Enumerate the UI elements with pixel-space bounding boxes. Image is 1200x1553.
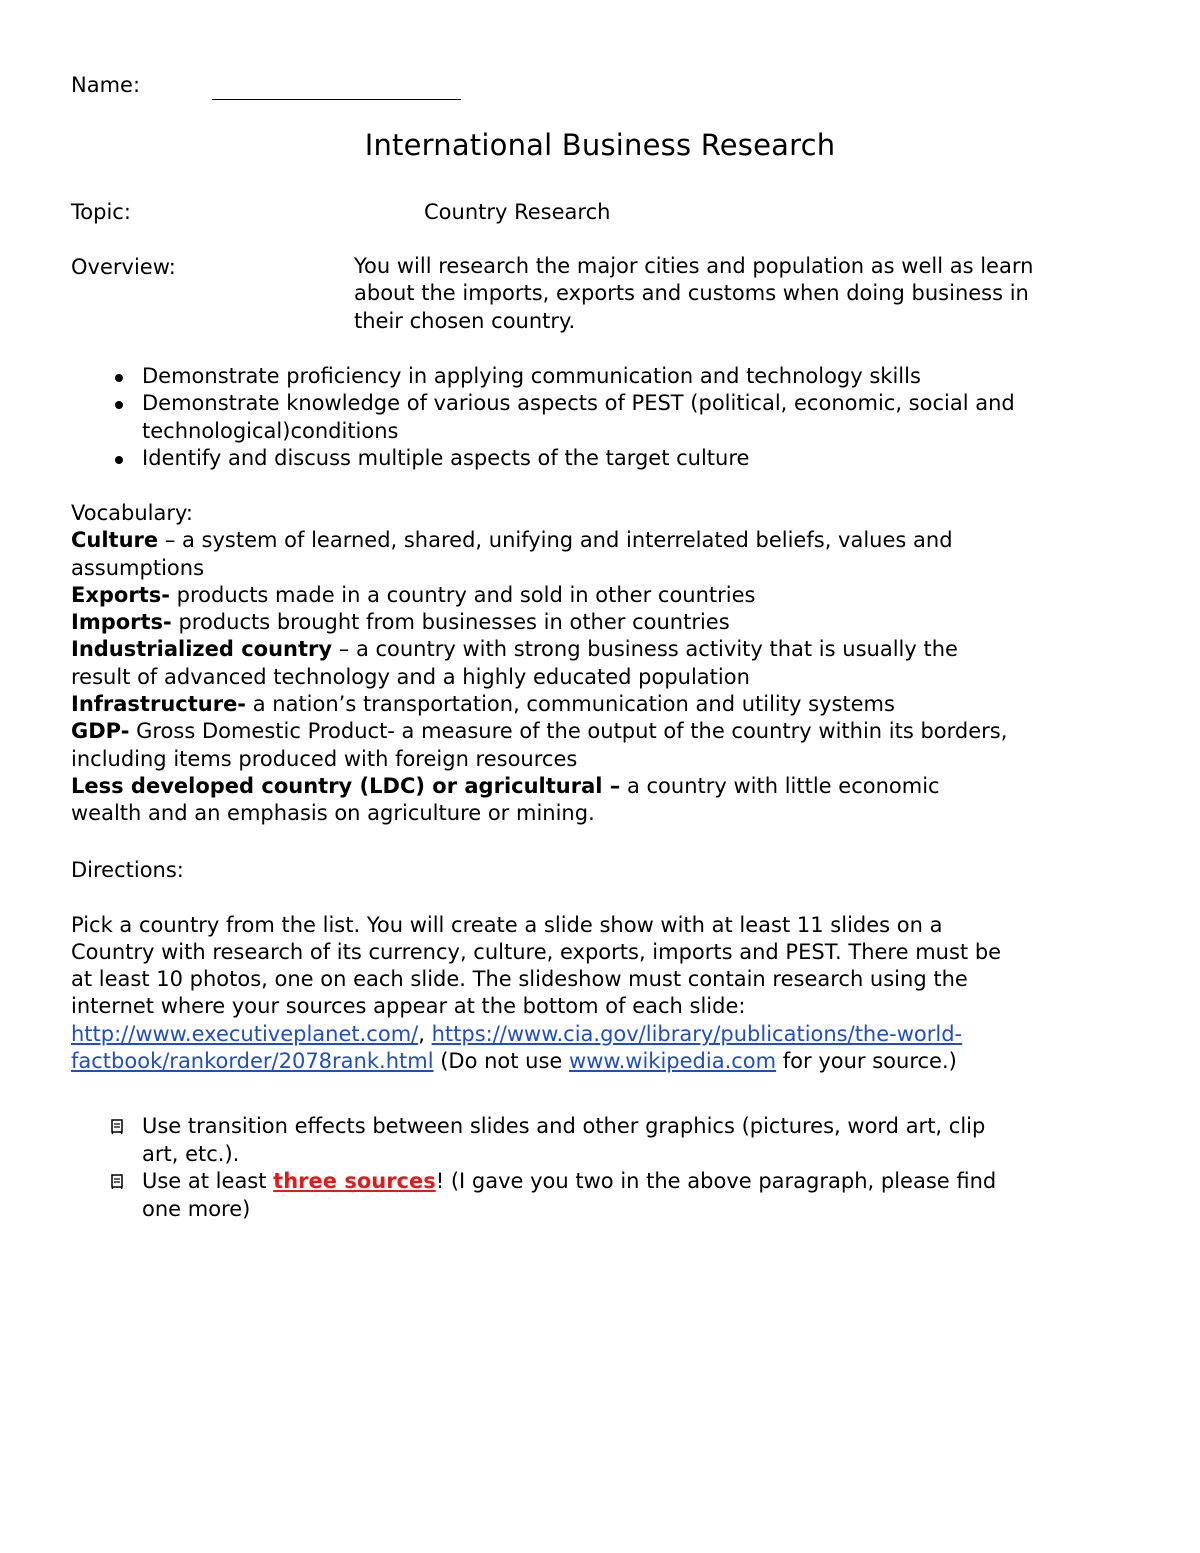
directions-links-row: factbook/rankorder/2078rank.html (Do not use www.wikipedia.com for your source.) <box>71 1049 957 1074</box>
book-bullet-icon <box>110 1174 124 1190</box>
directions-section <box>71 857 1001 1075</box>
requirement-item-cont: art, etc.). <box>142 1142 240 1166</box>
directions-line: Country with research of its currency, culture, exports, imports and PEST. There must be <box>71 939 1002 964</box>
vocab-definition: a system of learned, shared, unifying and interrelated beliefs, values and <box>182 528 953 553</box>
vocab-definition-cont: wealth and an emphasis on agriculture or mining. <box>71 801 595 826</box>
vocabulary-heading: Vocabulary: <box>71 501 193 525</box>
vocab-term: GDP- <box>71 719 130 744</box>
requirement-item: Use at least three sources! (I gave you two in the above paragraph, please find <box>142 1169 997 1193</box>
vocab-term-row <box>71 773 1007 800</box>
vocab-term-row: Industrialized country – a country with strong business activity that is usually the <box>71 637 958 662</box>
vocab-term-row <box>71 582 1007 609</box>
overview-label: Overview: <box>71 255 176 279</box>
vocab-definition-cont: including items produced with foreign resources <box>71 746 578 771</box>
vocab-definition: products brought from businesses in other countries <box>178 610 730 635</box>
directions-line: internet where your sources appear at the bottom of each slide: <box>71 994 746 1019</box>
vocab-term: Exports- <box>71 582 170 607</box>
directions-links-row: http://www.executiveplanet.com/, https://www.cia.gov/library/publications/the-world- <box>71 1021 963 1046</box>
directions-heading: Directions: <box>71 858 184 882</box>
vocab-definition: a country with strong business activity that is usually the <box>355 637 958 662</box>
vocab-term: Culture <box>71 528 159 553</box>
overview-line: their chosen country. <box>354 308 576 333</box>
vocab-definition: a country with little economic <box>626 773 940 798</box>
vocab-definition: products made in a country and sold in other countries <box>176 582 756 607</box>
vocab-term-row <box>71 609 1007 636</box>
vocab-term: Imports- <box>71 610 172 635</box>
cia-factbook-link[interactable]: https://www.cia.gov/library/publications/the-world- <box>431 1021 963 1046</box>
wikipedia-link[interactable]: www.wikipedia.com <box>569 1049 777 1074</box>
bullet-dot-icon <box>115 374 123 382</box>
vocab-term: Industrialized country <box>71 637 333 662</box>
requirement-item-cont: one more) <box>142 1197 251 1221</box>
objective-item: Demonstrate proficiency in applying communication and technology skills <box>142 364 921 388</box>
vocab-term-row <box>71 691 1007 718</box>
executiveplanet-link[interactable]: http://www.executiveplanet.com/ <box>71 1021 419 1046</box>
page-title: International Business Research <box>364 128 836 162</box>
vocab-term: Infrastructure- <box>71 692 247 717</box>
overview-line: about the imports, exports and customs when doing business in <box>354 281 1029 306</box>
overview-line: You will research the major cities and population as well as learn <box>354 254 1034 278</box>
vocab-term-row: Culture – a system of learned, shared, unifying and interrelated beliefs, values and <box>71 528 953 553</box>
topic-label: Topic: <box>71 200 131 224</box>
objective-item: Demonstrate knowledge of various aspects of PEST (political, economic, social and <box>142 391 1015 415</box>
objective-item-cont: technological)conditions <box>142 419 399 443</box>
vocab-term-row <box>71 718 1007 745</box>
book-bullet-icon <box>110 1119 124 1135</box>
requirement-item: Use transition effects between slides and other graphics (pictures, word art, clip <box>142 1114 986 1138</box>
three-sources-highlight: three sources <box>273 1169 436 1193</box>
vocabulary-section <box>71 500 1007 828</box>
bullet-dot-icon <box>115 456 123 464</box>
directions-line: at least 10 photos, one on each slide. The slideshow must contain research using the <box>71 967 968 992</box>
vocab-definition-cont: result of advanced technology and a highly educated population <box>71 664 750 689</box>
bullet-dot-icon <box>115 401 123 409</box>
vocab-definition: a nation’s transportation, communication and utility systems <box>252 692 895 717</box>
vocab-definition: Gross Domestic Product- a measure of the output of the country within its borders, <box>136 719 1008 744</box>
spacer <box>71 884 1001 911</box>
name-blank-line <box>212 99 461 100</box>
cia-factbook-link-cont[interactable]: factbook/rankorder/2078rank.html <box>71 1049 434 1074</box>
objective-item: Identify and discuss multiple aspects of the target culture <box>142 446 750 470</box>
vocab-term: Less developed country (LDC) or agricultural – <box>71 773 621 798</box>
directions-line: Pick a country from the list. You will create a slide show with at least 11 slides on a <box>71 912 943 937</box>
topic-value: Country Research <box>424 200 611 224</box>
vocab-definition-cont: assumptions <box>71 555 205 580</box>
overview-text <box>354 253 1033 335</box>
name-label: Name: <box>71 73 141 97</box>
